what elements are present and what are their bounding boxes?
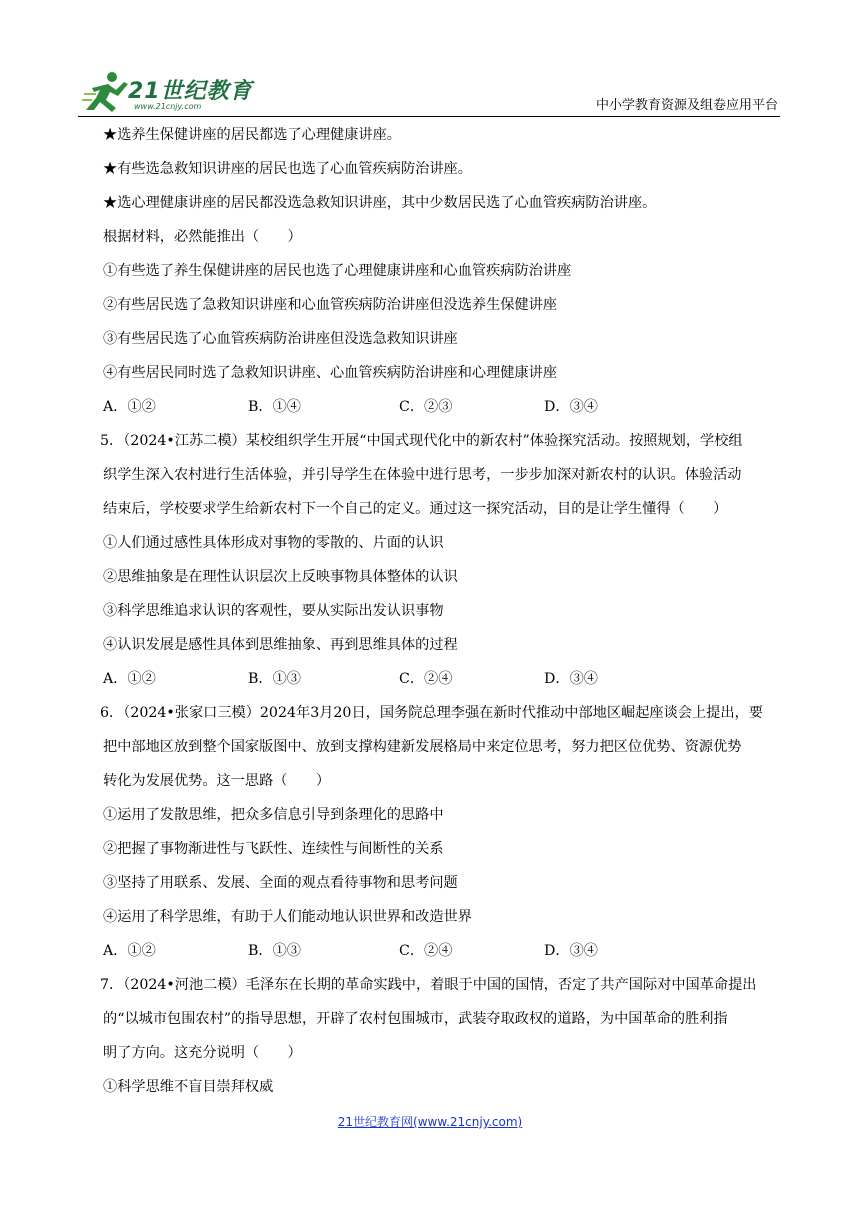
question-6-line: 6．（2024•张家口三模）2024年3月20日，国务院总理李强在新时代推动中部地区崛起座谈会上提出，要: [100, 705, 763, 721]
question-7-line: 明了方向。这充分说明（ ）: [103, 1045, 302, 1061]
material-line: ★选心理健康讲座的居民都没选急救知识讲座，其中少数居民选了心血管疾病防治讲座。: [103, 195, 657, 211]
option-b[interactable]: B．①④: [248, 399, 301, 415]
page-footer: [0, 1113, 860, 1130]
option-a[interactable]: A．①②: [103, 943, 156, 959]
platform-title: 中小学教育资源及组卷应用平台: [595, 98, 778, 113]
statement-item: ①运用了发散思维，把众多信息引导到条理化的思路中: [103, 807, 444, 823]
option-a[interactable]: A．①②: [103, 399, 156, 415]
answer-options: [103, 390, 783, 424]
document-body: [100, 118, 783, 1104]
option-b[interactable]: B．①③: [248, 671, 301, 687]
logo-text: 21世纪教育: [128, 79, 253, 104]
statement-item: ③坚持了用联系、发展、全面的观点看待事物和思考问题: [103, 875, 458, 891]
answer-options: [103, 934, 783, 968]
question-6-line: 转化为发展优势。这一思路（ ）: [103, 773, 331, 789]
statement-item: ④运用了科学思维，有助于人们能动地认识世界和改造世界: [103, 909, 472, 925]
material-line: ★选养生保健讲座的居民都选了心理健康讲座。: [103, 127, 401, 143]
answer-options: [103, 662, 783, 696]
statement-item: ①有些选了养生保健讲座的居民也选了心理健康讲座和心血管疾病防治讲座: [103, 263, 572, 279]
option-d[interactable]: D．③④: [544, 399, 598, 415]
question-5-line: 结束后，学校要求学生给新农村下一个自己的定义。通过这一探究活动，目的是让学生懂得（ ）: [103, 501, 728, 517]
statement-item: ③科学思维追求认识的客观性，要从实际出发认识事物: [103, 603, 444, 619]
option-d[interactable]: D．③④: [544, 943, 598, 959]
option-d[interactable]: D．③④: [544, 671, 598, 687]
option-b[interactable]: B．①③: [248, 943, 301, 959]
question-5-line: 5．（2024•江苏二模）某校组织学生开展“中国式现代化中的新农村”体验探究活动。按照规划，学校组: [100, 433, 743, 449]
material-line: ★有些选急救知识讲座的居民也选了心血管疾病防治讲座。: [103, 161, 472, 177]
question-7-line: 7．（2024•河池二模）毛泽东在长期的革命实践中，着眼于中国的国情，否定了共产国际对中国革命提出: [100, 977, 757, 993]
question-stem: 根据材料，必然能推出（ ）: [103, 229, 302, 245]
option-a[interactable]: A．①②: [103, 671, 156, 687]
page-header: [78, 66, 780, 117]
question-7-line: 的“以城市包围农村”的指导思想，开辟了农村包围城市，武装夺取政权的道路，为中国革命的胜利指: [103, 1011, 728, 1027]
question-5-line: 织学生深入农村进行生活体验，并引导学生在体验中进行思考，一步步加深对新农村的认识。体验活动: [103, 467, 742, 483]
statement-item: ③有些居民选了心血管疾病防治讲座但没选急救知识讲座: [103, 331, 458, 347]
logo: [82, 70, 262, 116]
statement-item: ①人们通过感性具体形成对事物的零散的、片面的认识: [103, 535, 444, 551]
statement-item: ②思维抽象是在理性认识层次上反映事物具体整体的认识: [103, 569, 458, 585]
statement-item: ④有些居民同时选了急救知识讲座、心血管疾病防治讲座和心理健康讲座: [103, 365, 558, 381]
option-c[interactable]: C．②③: [399, 399, 453, 415]
footer-link[interactable]: 21世纪教育网(www.21cnjy.com): [337, 1115, 523, 1129]
statement-item: ②把握了事物渐进性与飞跃性、连续性与间断性的关系: [103, 841, 444, 857]
question-6-line: 把中部地区放到整个国家版图中、放到支撑构建新发展格局中来定位思考，努力把区位优势、资源优势: [103, 739, 742, 755]
statement-item: ④认识发展是感性具体到思维抽象、再到思维具体的过程: [103, 637, 458, 653]
logo-url: www.21cnjy.com: [134, 102, 202, 111]
option-c[interactable]: C．②④: [399, 943, 453, 959]
statement-item: ②有些居民选了急救知识讲座和心血管疾病防治讲座但没选养生保健讲座: [103, 297, 558, 313]
option-c[interactable]: C．②④: [399, 671, 453, 687]
runner-logo-icon: [82, 70, 130, 114]
statement-item: ①科学思维不盲目崇拜权威: [103, 1079, 274, 1095]
